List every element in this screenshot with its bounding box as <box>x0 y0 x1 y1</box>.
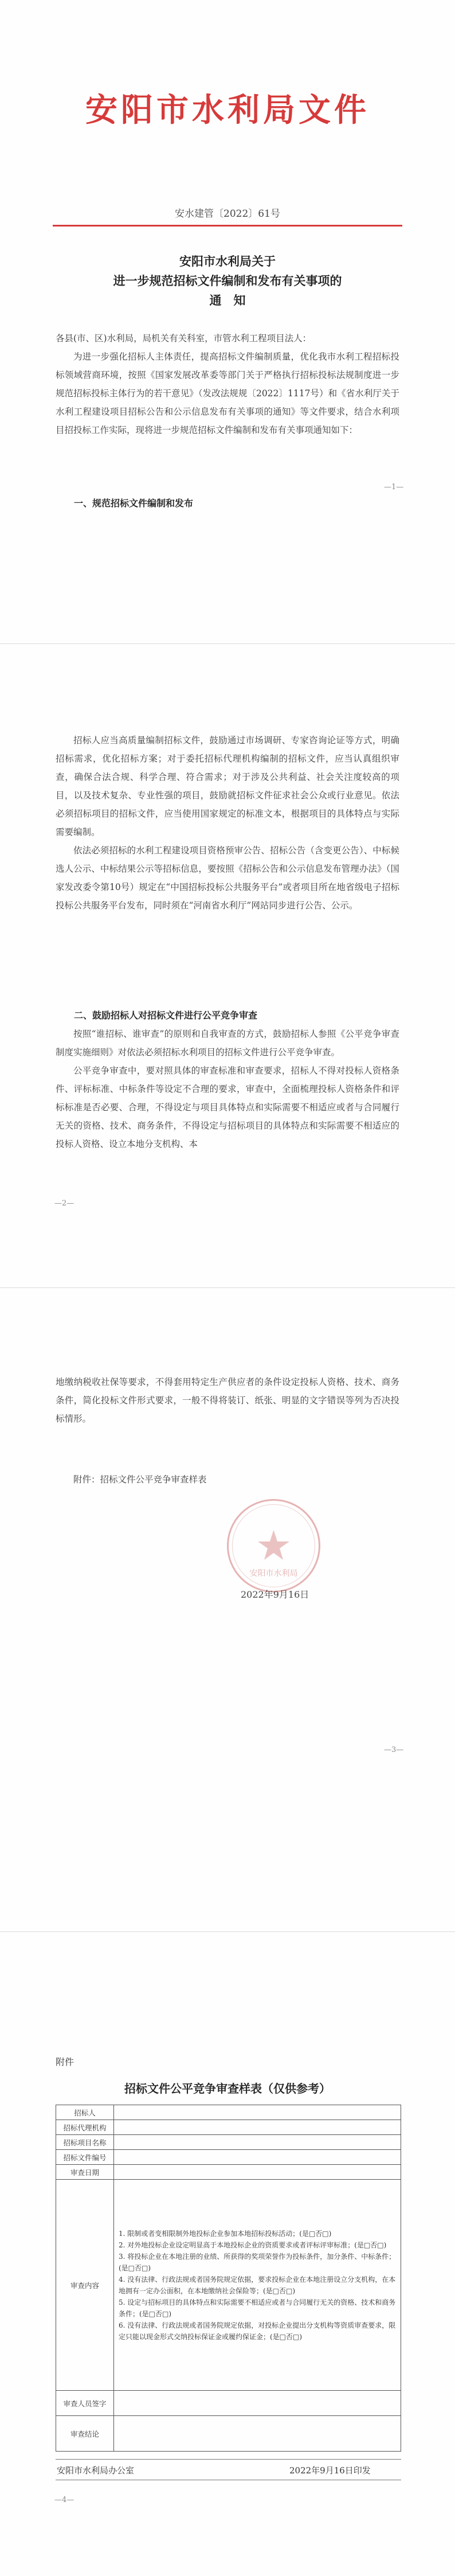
row-label: 招标项目名称 <box>56 2135 114 2150</box>
page-1 <box>0 0 455 644</box>
table-row-review <box>56 2180 401 2391</box>
opinion-label: 审查结论 <box>56 2416 114 2452</box>
review-item: 3. 将投标企业在本地注册的业绩、所获得的奖项荣誉作为投标条件，加分条件、中标条件；(是□否□) <box>119 2252 396 2272</box>
table-row <box>56 2120 401 2135</box>
header-red-rule <box>53 225 402 227</box>
notice-heading-line3: 通 知 <box>209 293 246 307</box>
row-value <box>114 2105 401 2120</box>
body-text-p3 <box>56 1373 399 1428</box>
row-label: 招标文件编号 <box>56 2150 114 2165</box>
paragraph-review-standards: 公平竞争审查中，要对照具体的审查标准和审查要求，招标人不得对投标人资格条件、评标标准、中标条件等设定不合理的要求，审查中，全面梳理投标人资格条件和评标标准是否必要、合理，不得设定与项目具体特点和实际需要不相适应或者与合同履行无关的资格、技术、商务条件，不得设定与招标项目的具体特点和实际需要不相适应的投标人资格、设立本地分支机构、本 <box>56 1065 399 1149</box>
page-3 <box>0 1288 455 1932</box>
section-heading-2: 二、鼓励招标人对招标文件进行公平竞争审查 <box>74 1010 258 1021</box>
signer-value <box>114 2391 401 2416</box>
paragraph-continued: 地缴纳税收社保等要求，不得套用特定生产供应者的条件设定投标人资格、技术、商务条件，简化投标文件形式要求，一般不得将装订、纸张、明显的文字错误等列为否决投标情形。 <box>56 1377 399 1424</box>
row-value <box>114 2135 401 2150</box>
table-row-signer <box>56 2391 401 2416</box>
row-label: 招标人 <box>56 2105 114 2120</box>
attachment-label: 附件 <box>56 2056 74 2067</box>
footer-rule-top <box>56 2459 401 2460</box>
review-table <box>56 2105 401 2452</box>
row-label: 审查日期 <box>56 2165 114 2180</box>
footer-issuer: 安阳市水利局办公室 <box>57 2465 135 2476</box>
table-row <box>56 2105 401 2120</box>
footer-issue-date: 2022年9月16日印发 <box>289 2465 371 2476</box>
review-label: 审查内容 <box>56 2180 114 2391</box>
page-number-3: —3— <box>384 1746 404 1754</box>
page-number-1: —1— <box>384 483 404 491</box>
review-items <box>114 2180 401 2391</box>
page-2 <box>0 644 455 1288</box>
table-row <box>56 2150 401 2165</box>
body-text-p1 <box>56 329 399 439</box>
review-item: 4. 没有法律、行政法规或者国务院规定依据，要求投标企业在本地注册设立分支机构，在本地拥有一定办公面积，在本地缴纳社会保险等；(是□否□) <box>119 2275 396 2295</box>
salutation: 各县(市、区)水利局，局机关有关科室，市管水利工程项目法人： <box>56 333 312 344</box>
document-number: 安水建管〔2022〕61号 <box>175 208 280 220</box>
section-heading-1: 一、规范招标文件编制和发布 <box>74 498 194 509</box>
table-row <box>56 2165 401 2180</box>
seal-text: 安阳市水利局 <box>249 1569 298 1578</box>
table-title: 招标文件公平竞争审查样表（仅供参考） <box>124 2082 331 2095</box>
row-value <box>114 2120 401 2135</box>
row-value <box>114 2150 401 2165</box>
body-text-p2b <box>56 1025 399 1153</box>
table-row-opinion <box>56 2416 401 2452</box>
table-row <box>56 2135 401 2150</box>
review-item: 1. 限制或者变相限制外地投标企业参加本地招标投标活动；(是□否□) <box>119 2229 332 2238</box>
opinion-value <box>114 2416 401 2452</box>
notice-heading-line2: 进一步规范招标文件编制和发布有关事项的 <box>113 274 342 288</box>
body-text-p2 <box>56 731 399 915</box>
signing-date: 2022年9月16日 <box>241 1589 309 1600</box>
row-label: 招标代理机构 <box>56 2120 114 2135</box>
review-item: 5. 设定与招标项目的具体特点和实际需要不相适应或者与合同履行无关的资格、技术和商务条件；(是□否□) <box>119 2298 396 2318</box>
review-item: 2. 对外地投标企业设定明显高于本地投标企业的资质要求或者评标评审标准；(是□否□) <box>119 2241 387 2249</box>
official-seal-icon <box>223 1496 324 1596</box>
paragraph-publish-info: 依法必须招标的水利工程建设项目资格预审公告、招标公告（含变更公告）、中标候选人公示、中标结果公示等招标信息，要按照《招标公告和公示信息发布管理办法》（国家发改委令第10号）规定在“中国招标投标公共服务平台”或者项目所在地省级电子招标投标公共服务平台发布，同时须在“河南省水利厅”网站同步进行公告、公示。 <box>56 845 399 911</box>
page-number-4: —4— <box>54 2496 74 2504</box>
signer-label: 审查人员签字 <box>56 2391 114 2416</box>
intro-paragraph: 为进一步强化招标人主体责任，提高招标文件编制质量，优化我市水利工程招标投标领域营商环境，按照《国家发展改革委等部门关于严格执行招标投标法规制度进一步规范招标投标主体行为的若干意见》（发改法规规〔2022〕1117号）和《省水利厅关于水利工程建设项目招标公告和公示信息发布有关事项的通知》等文件要求，结合水利项目招投标工作实际，现将进一步规范招标文件编制和发布有关事项通知如下： <box>56 352 399 435</box>
row-value <box>114 2165 401 2180</box>
review-item: 6. 没有法律、行政法规或者国务院规定依据，对投标企业提出分支机构等资质审查要求，限定只能以现金形式交纳投标保证金或履约保证金；(是□否□) <box>119 2321 396 2341</box>
paragraph-compile-quality: 招标人应当高质量编制招标文件，鼓励通过市场调研、专家咨询论证等方式，明确招标需求，优化招标方案；对于委托招标代理机构编制的招标文件，应当认真组织审查，确保合法合规、科学合理、符合需求；对于涉及公共利益、社会关注度较高的项目，以及技术复杂、专业性强的项目，鼓励就招标文件征求社会公众或行业意见。依法必须招标项目的招标文件，应当使用国家规定的标准文本，根据项目的具体特点与实际需要编制。 <box>56 735 399 837</box>
page-number-2: —2— <box>54 1199 74 1208</box>
attachment-note: 附件：招标文件公平竞争审查样表 <box>73 1474 207 1485</box>
document-header-title: 安阳市水利局文件 <box>85 91 370 129</box>
attachment-note-block <box>56 1470 399 1489</box>
paragraph-review-principle: 按照“谁招标、谁审查”的原则和自我审查的方式，鼓励招标人参照《公平竞争审查制度实施细则》对依法必须招标水利项目的招标文件进行公平竞争审查。 <box>56 1029 399 1057</box>
notice-heading-line1: 安阳市水利局关于 <box>179 254 276 268</box>
